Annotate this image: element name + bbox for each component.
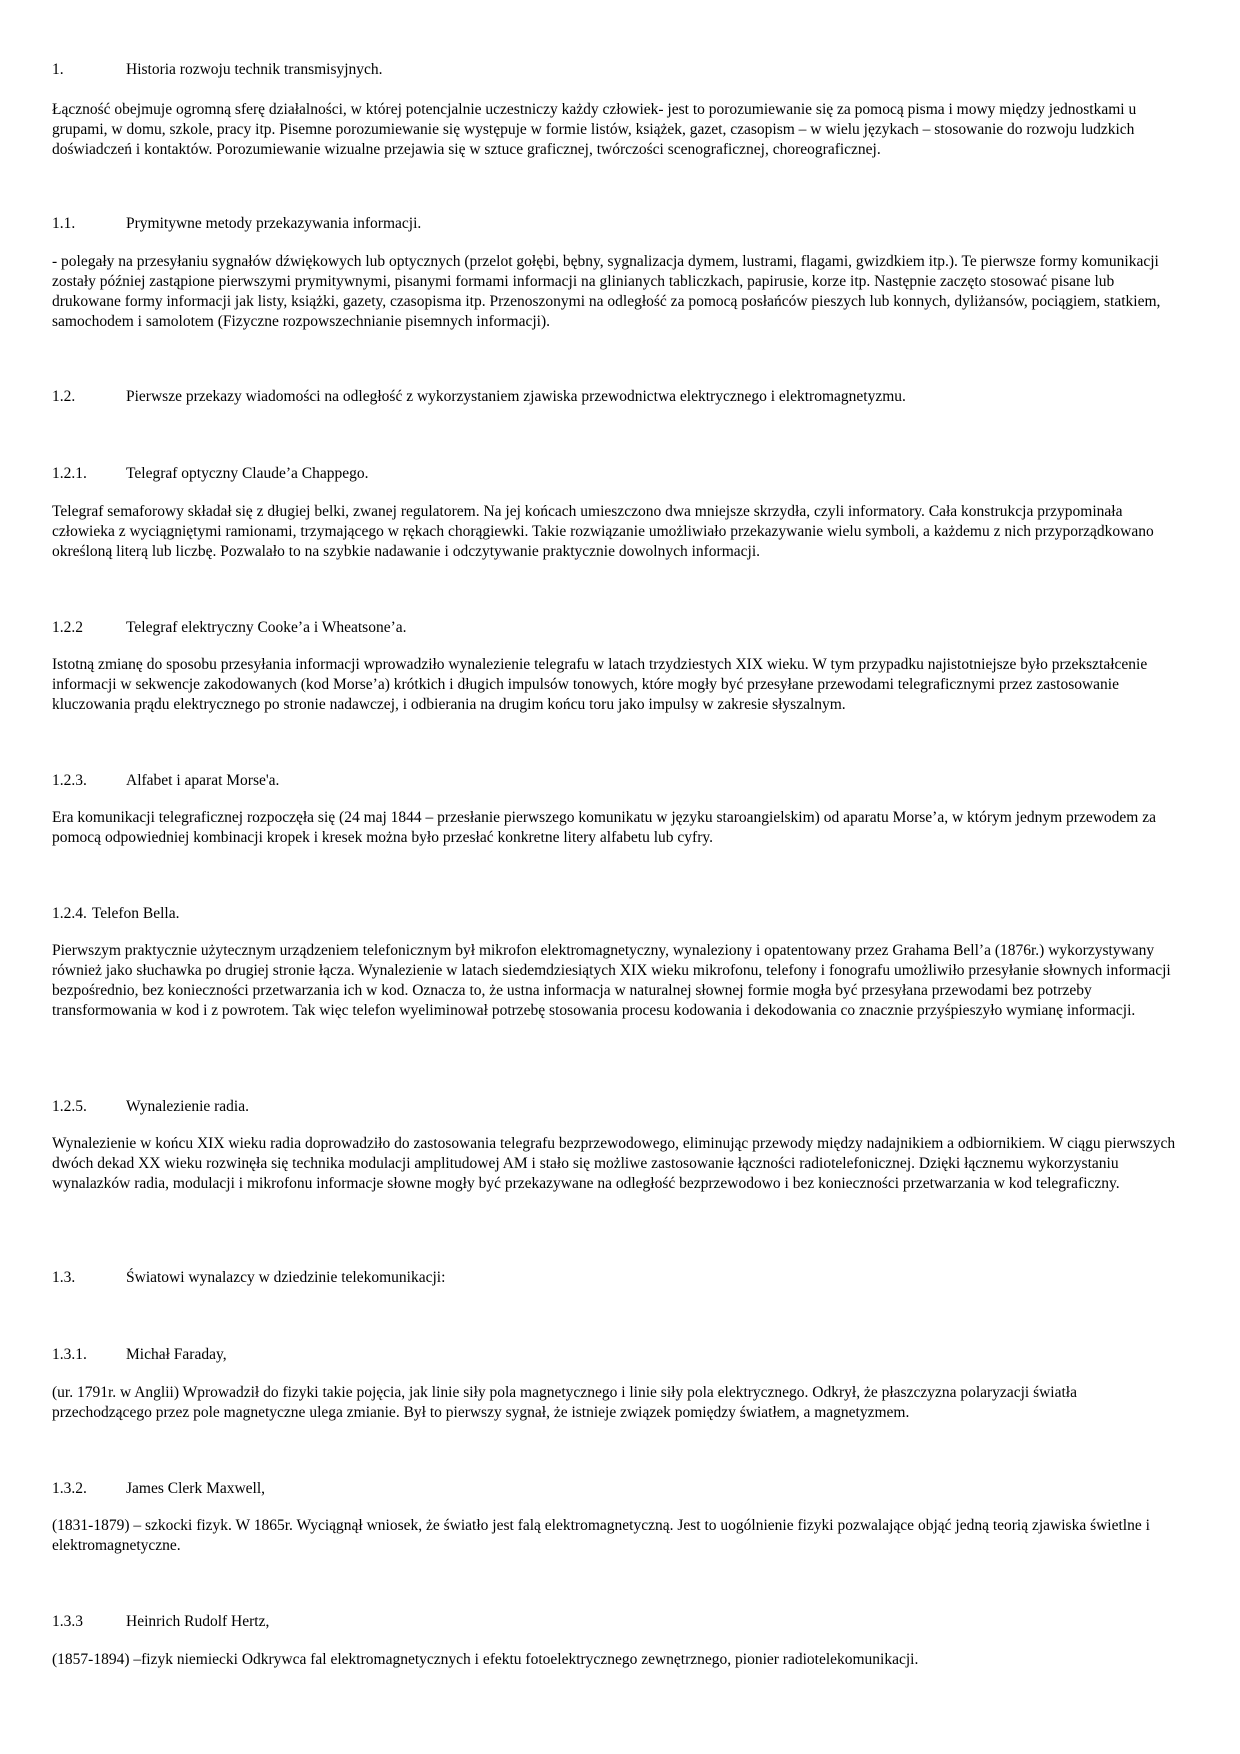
section-number: 1.2.2: [52, 619, 83, 636]
section-title: Prymitywne metody przekazywania informacji.: [126, 215, 422, 232]
section-body-1-3-3: (1857-1894) –fizyk niemiecki Odkrywca fal elektromagnetycznych i efektu fotoelektrycznego zewnętrznego, pionier radiotelekomunikacji.: [52, 1651, 919, 1668]
section-body-1-2-3: Era komunikacji telegraficznej rozpoczęła się (24 maj 1844 – przesłanie pierwszego komunikatu w języku staroangielskim) od aparatu Morse’a, w którym jednym przewodem za pomocą odpowiedniej kombinacji kropek i kresek można było przesłać konkretne litery alfabetu lub cyfry.: [52, 809, 1156, 846]
section-number: 1.3.: [52, 1269, 76, 1286]
section-heading-1-3-1: [52, 1345, 1182, 1365]
section-number: 1.3.3: [52, 1613, 83, 1630]
section-number: 1.2.5.: [52, 1098, 87, 1115]
section-title: Heinrich Rudolf Hertz,: [126, 1613, 270, 1630]
section-number: 1.3.2.: [52, 1480, 87, 1497]
section-heading-1-2-4: [52, 904, 1182, 924]
section-body-1-3-1: (ur. 1791r. w Anglii) Wprowadził do fizyki takie pojęcia, jak linie siły pola magnetycznego i linie siły pola elektrycznego. Odkrył, że płaszczyzna polaryzacji światła przechodzącego przez pole magnetyczne ulega zmianie. Był to pierwszy sygnał, że istnieje związek pomiędzy światłem, a magnetyzmem.: [52, 1384, 1077, 1421]
section-heading-1-2: [52, 387, 1182, 407]
section-title: Historia rozwoju technik transmisyjnych.: [126, 61, 383, 78]
section-heading-1: [52, 60, 1182, 80]
section-title: Telegraf elektryczny Cooke’a i Wheatsone’a.: [126, 619, 407, 636]
section-title: Alfabet i aparat Morse'a.: [126, 772, 280, 789]
section-title: Telegraf optyczny Claude’a Chappego.: [126, 465, 369, 482]
section-heading-1-3-2: [52, 1479, 1182, 1499]
section-heading-1-2-1: [52, 464, 1182, 484]
section-body-1-3-2: (1831-1879) – szkocki fizyk. W 1865r. Wyciągnął wniosek, że światło jest falą elektromagnetyczną. Jest to uogólnienie fizyki pozwalające objąć jedną teorią zjawiska świetlne i elektromagnetyczne.: [52, 1517, 1150, 1554]
section-title: Michał Faraday,: [126, 1346, 227, 1363]
section-heading-1-2-3: [52, 771, 1182, 791]
section-heading-1-3-3: [52, 1612, 1182, 1632]
section-body-1-2-2: Istotną zmianę do sposobu przesyłania informacji wprowadziło wynalezienie telegrafu w latach trzydziestych XIX wieku. W tym przypadku najistotniejsze było przekształcenie informacji w sekwencje zakodowanych (kod Morse’a) krótkich i długich impulsów tonowych, które mogły być przesyłane przewodami telegraficznymi przez zastosowanie kluczowania prądu elektrycznego po stronie nadawczej, i odbierania na drugim końcu toru jako impulsy w zakresie słyszalnym.: [52, 656, 1148, 713]
section-number: 1.2.: [52, 388, 76, 405]
section-number: 1.3.1.: [52, 1346, 87, 1363]
section-number: 1.2.1.: [52, 465, 87, 482]
section-body-1-1: - polegały na przesyłaniu sygnałów dźwiękowych lub optycznych (przelot gołębi, bębny, sygnalizacja dymem, lustrami, flagami, gwizdkiem itp.). Te pierwsze formy komunikacji zostały później zastąpione pierwszymi prymitywnymi, pisanymi formami informacji na glinianych tabliczkach, papirusie, korze itp. Następnie zaczęto stosować pisane lub drukowane formy informacji jak listy, książki, gazety, czasopisma itp. Przenoszonymi na odległość za pomocą posłańców pieszych lub konnych, dyliżansów, pociągiem, statkiem, samochodem i samolotem (Fizyczne rozpowszechnianie pisemnych informacji).: [52, 253, 1161, 330]
section-number: 1.1.: [52, 215, 76, 232]
section-title: Światowi wynalazcy w dziedzinie telekomunikacji:: [126, 1269, 446, 1286]
section-title: James Clerk Maxwell,: [126, 1480, 266, 1497]
section-heading-1-1: [52, 214, 1182, 234]
section-body-1-2-5: Wynalezienie w końcu XIX wieku radia doprowadziło do zastosowania telegrafu bezprzewodowego, eliminując przewody między nadajnikiem a odbiornikiem. W ciągu pierwszych dwóch dekad XX wieku rozwinęła się technika modulacji amplitudowej AM i stało się możliwe zastosowanie łączności radiotelefonicznej. Dzięki łącznemu wykorzystaniu wynalazków radia, modulacji i mikrofonu informacje słowne mogły być przekazywane na odległość bezprzewodowo i bez konieczności przetwarzania w kod telegraficzny.: [52, 1135, 1176, 1192]
section-title: Pierwsze przekazy wiadomości na odległość z wykorzystaniem zjawiska przewodnictwa elektrycznego i elektromagnetyzmu.: [126, 388, 906, 405]
section-body-1-2-4: Pierwszym praktycznie użytecznym urządzeniem telefonicznym był mikrofon elektromagnetyczny, wynaleziony i opatentowany przez Grahama Bell’a (1876r.) wykorzystywany również jako słuchawka po drugiej stronie łącza. Wynalezienie w latach siedemdziesiątych XIX wieku mikrofonu, telefony i fonografu umożliwiło przesyłanie słownych informacji bezpośrednio, bez konieczności przetwarzania ich w kod. Oznacza to, że ustna informacja w naturalnej słownej formie mogła być przesyłana przewodami bez potrzeby transformowania w kod i z powrotem. Tak więc telefon wyeliminował potrzebę stosowania procesu kodowania i dekodowania co znacznie przyśpieszyło wymianę informacji.: [52, 942, 1171, 1019]
section-heading-1-3: [52, 1268, 1182, 1288]
section-title: Telefon Bella.: [91, 905, 180, 922]
section-heading-1-2-2: [52, 618, 1182, 638]
section-body-1-2-1: Telegraf semaforowy składał się z długiej belki, zwanej regulatorem. Na jej końcach umieszczono dwa mniejsze skrzydła, czyli informatory. Cała konstrukcja przypominała człowieka z wyciągniętymi ramionami, trzymającego w rękach chorągiewki. Takie rozwiązanie umożliwiało przekazywanie wielu symboli, a każdemu z nich przyporządkowano określoną literą lub liczbę. Pozwalało to na szybkie nadawanie i odczytywanie praktycznie dowolnych informacji.: [52, 503, 1154, 560]
section-title: Wynalezienie radia.: [126, 1098, 249, 1115]
section-number: 1.2.4.: [52, 905, 87, 922]
section-number: 1.: [52, 61, 64, 78]
section-heading-1-2-5: [52, 1097, 1182, 1117]
section-number: 1.2.3.: [52, 772, 87, 789]
section-body-1: Łączność obejmuje ogromną sferę działalności, w której potencjalnie uczestniczy każdy człowiek- jest to porozumiewanie się za pomocą pisma i mowy między jednostkami u grupami, w domu, szkole, pracy itp. Pisemne porozumiewanie się występuje w formie listów, książek, gazet, czasopism – w wielu językach – stosowanie do rozwoju ludzkich doświadczeń i kontaktów. Porozumiewanie wizualne przejawia się w sztuce graficznej, twórczości scenograficznej, choreograficznej.: [52, 101, 1137, 158]
